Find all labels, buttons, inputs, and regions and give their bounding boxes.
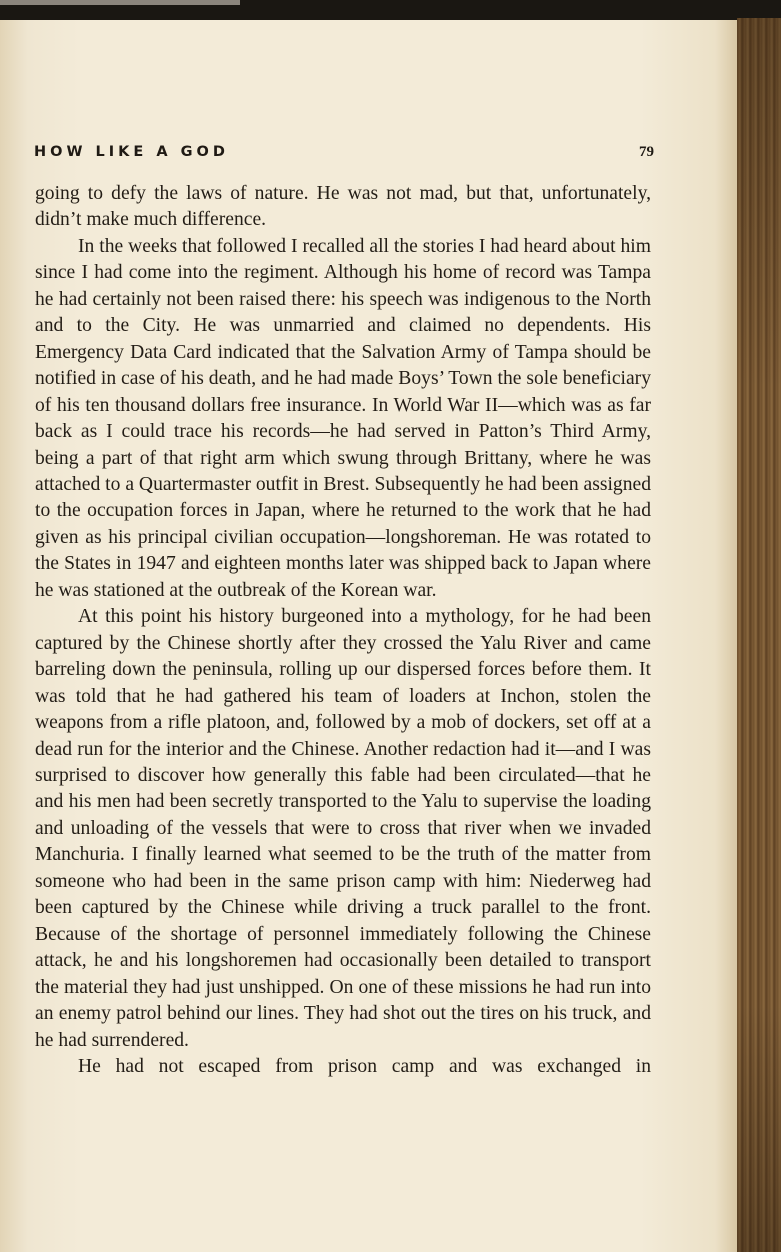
- body-text: [35, 181, 651, 1080]
- scan-top-highlight: [0, 0, 240, 5]
- scan-top-border: [0, 0, 781, 20]
- book-page-edge-shade: [737, 18, 781, 1252]
- paragraph: In the weeks that followed I recalled all the stories I had heard about him since I had come into the regiment. Although his home of record was Tampa he had certainly not been raised there: his speech was indigenous to the North and to the City. He was unmarried and claimed no dependents. His Emergency Data Card indicated that the Salvation Army of Tampa should be notified in case of his death, and he had made Boys’ Town the sole beneficiary of his ten thousand dollars free insurance. In World War II—which was as far back as I could trace his records—he had served in Patton’s Third Army, being a part of that right arm which swung through Brittany, where he was attached to a Quartermaster outfit in Brest. Subsequently he had been assigned to the occupation forces in Japan, where he returned to the work that he had given as his principal civilian occupation—longshoreman. He was rotated to the States in 1947 and eighteen months later was shipped back to Japan where he was stationed at the outbreak of the Korean war.: [35, 235, 651, 601]
- page-number: 79: [639, 144, 654, 160]
- paragraph: At this point his history burgeoned into a mythology, for he had been captured by the Chinese shortly after they crossed the Yalu River and came barreling down the peninsula, rolling up our dispersed forces before them. It was told that he had gathered his team of loaders at Inchon, stolen the weapons from a rifle platoon, and, followed by a mob of dockers, set off at a dead run for the interior and the Chinese. Another redaction had it—and I was surprised to discover how generally this fable had been circulated—that he and his men had been secretly transported to the Yalu to supervise the loading and unloading of the vessels that were to cross that river when we invaded Manchuria. I finally learned what seemed to be the truth of the matter from someone who had been in the same prison camp with him: Niederweg had been captured by the Chinese while driving a truck parallel to the front. Because of the shortage of personnel immediately following the Chinese attack, he and his longshoremen had occasionally been detailed to transport the material they had just unshipped. On one of these missions he had run into an enemy patrol behind our lines. They had shot out the tires on his truck, and he had surrendered.: [35, 606, 651, 1051]
- paragraph-final-line: He had not escaped from prison camp and was exchanged in: [78, 1055, 651, 1077]
- running-head-title: HOW LIKE A GOD: [34, 144, 229, 160]
- running-head: [34, 144, 654, 166]
- paragraph-continued: going to defy the laws of nature. He was not mad, but that, unfortunately, didn’t make much difference.: [35, 183, 651, 231]
